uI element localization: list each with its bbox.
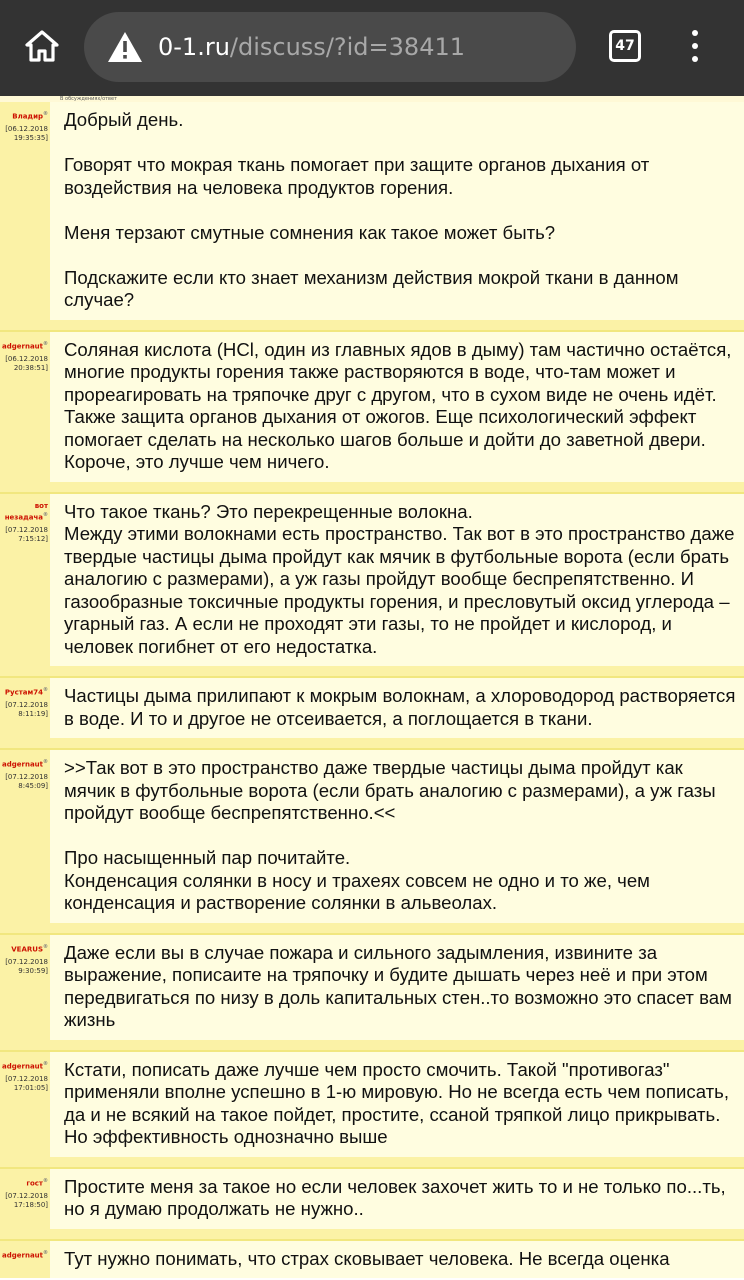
home-icon[interactable] bbox=[22, 26, 62, 66]
post-body bbox=[50, 678, 744, 738]
registered-mark: ® bbox=[43, 1249, 48, 1256]
post-author-link[interactable] bbox=[0, 758, 48, 769]
post-paragraph: Соляная кислота (HCl, один из главных ядов в дыму) там частично остаётся, многие продукты горения также растворяются в воде, что-там может и прореагировать на тряпочке друг с другом, что в сухом виде не очень идёт. bbox=[64, 338, 732, 405]
registered-mark: ® bbox=[43, 111, 48, 117]
post-paragraph: Также защита органов дыхания от ожогов. Еще психологический эффект помогает сделать на несколько шагов больше и дойти до заветной двери. Короче, это лучше чем ничего. bbox=[64, 406, 706, 472]
discussion-thread bbox=[0, 96, 744, 1278]
post-date-time: 9:30:59] bbox=[18, 966, 48, 975]
forum-post bbox=[0, 102, 744, 320]
author-name: Владир bbox=[12, 112, 43, 121]
url-path: /discuss/?id=38411 bbox=[229, 33, 465, 61]
post-divider bbox=[0, 1040, 744, 1052]
post-date bbox=[0, 773, 48, 791]
post-paragraph: Меня терзают смутные сомнения как такое может быть? bbox=[64, 221, 556, 243]
post-date bbox=[0, 701, 48, 719]
post-author-link[interactable] bbox=[0, 686, 48, 697]
url-text[interactable] bbox=[158, 33, 465, 61]
post-date bbox=[0, 1075, 48, 1093]
post-meta bbox=[0, 935, 50, 1040]
registered-mark: ® bbox=[43, 1177, 48, 1184]
forum-post bbox=[0, 750, 744, 923]
post-divider bbox=[0, 666, 744, 678]
post-body bbox=[50, 332, 744, 482]
post-date-time: 8:45:09] bbox=[18, 782, 48, 791]
post-paragraph: Простите меня за такое но если человек захочет жить то и не только по...ть, но я думаю продолжать не нужно.. bbox=[64, 1175, 726, 1219]
post-date-day: [07.12.2018 bbox=[5, 1074, 48, 1083]
post-meta bbox=[0, 494, 50, 667]
post-paragraph: Конденсация солянки в носу и трахеях совсем не одно и то же, чем конденсация и растворение солянки в альвеолах. bbox=[64, 869, 650, 913]
post-date-day: [06.12.2018 bbox=[5, 125, 48, 134]
author-name: adgernaut bbox=[2, 1061, 43, 1070]
post-date-time: 8:11:19] bbox=[18, 710, 48, 719]
author-name: adgernaut bbox=[2, 341, 43, 350]
forum-post bbox=[0, 935, 744, 1040]
post-list bbox=[0, 102, 744, 1278]
post-date-day: [07.12.2018 bbox=[5, 957, 48, 966]
post-date-time: 20:38:51] bbox=[13, 363, 48, 372]
post-date-day: [07.12.2018 bbox=[5, 701, 48, 710]
post-date bbox=[0, 1192, 48, 1210]
post-date-time: 17:01:05] bbox=[13, 1083, 48, 1092]
post-divider bbox=[0, 1157, 744, 1169]
registered-mark: ® bbox=[43, 687, 48, 693]
post-author-link[interactable] bbox=[0, 110, 48, 121]
warning-icon[interactable] bbox=[106, 29, 144, 65]
post-date-time: 17:18:50] bbox=[13, 1200, 48, 1209]
overflow-menu-icon[interactable] bbox=[682, 26, 708, 66]
post-paragraph: Даже если вы в случае пожара и сильного задымления, извините за выражение, пописаите на тряпочку и будите дышать через неё и при этом передвигаться по низу в доль капитальных стен..то возможно это спасет вам жизнь bbox=[64, 941, 732, 1030]
forum-post bbox=[0, 332, 744, 482]
post-body bbox=[50, 494, 744, 667]
post-divider bbox=[0, 1229, 744, 1241]
post-divider bbox=[0, 738, 744, 750]
post-date-day: [07.12.2018 bbox=[5, 525, 48, 534]
post-author-link[interactable] bbox=[0, 1177, 48, 1188]
post-date-day: [06.12.2018 bbox=[5, 354, 48, 363]
post-author-link[interactable] bbox=[0, 340, 48, 351]
author-name: VEARUS bbox=[11, 944, 43, 953]
post-meta bbox=[0, 1241, 50, 1279]
registered-mark: ® bbox=[43, 943, 48, 950]
post-divider bbox=[0, 923, 744, 935]
forum-post bbox=[0, 1052, 744, 1157]
post-body bbox=[50, 935, 744, 1040]
author-name: гост bbox=[26, 1178, 43, 1187]
address-bar[interactable] bbox=[84, 12, 576, 82]
post-paragraph: Между этими волокнами есть пространство. Так вот в это пространство даже твердые частицы дыма пройдут как мячик в футбольные ворота (если брать аналогию с размерами), а уж газы пройдут вообще беспрепятственно. И газообразные токсичные продукты горения, и пресловутый оксид углерода – угарный газ. А если не проходят эти газы, то не пройдет и кислород, и человек погибнет от его недостатка. bbox=[64, 523, 735, 657]
post-meta bbox=[0, 1169, 50, 1229]
forum-post bbox=[0, 494, 744, 667]
post-paragraph: >>Так вот в это пространство даже твердые частицы дыма пройдут как мячик в футбольные ворота (если брать аналогию с размерами), а уж газы пройдут вообще беспрепятственно.<< bbox=[64, 757, 716, 823]
post-body bbox=[50, 1052, 744, 1157]
thread-header: В обсуждениях/ответ bbox=[0, 96, 744, 102]
post-body bbox=[50, 1169, 744, 1229]
post-paragraph: Добрый день. bbox=[64, 109, 184, 130]
post-meta bbox=[0, 1052, 50, 1157]
author-name: adgernaut bbox=[2, 1250, 43, 1259]
post-meta bbox=[0, 750, 50, 923]
post-meta bbox=[0, 102, 50, 320]
post-date-day: [07.12.2018 bbox=[5, 773, 48, 782]
post-date bbox=[0, 355, 48, 373]
registered-mark: ® bbox=[43, 759, 48, 765]
post-body bbox=[50, 750, 744, 923]
post-author-link[interactable] bbox=[0, 1060, 48, 1071]
post-date bbox=[0, 958, 48, 976]
post-author-link[interactable] bbox=[0, 502, 48, 522]
post-date bbox=[0, 125, 48, 143]
post-divider bbox=[0, 482, 744, 494]
post-body bbox=[50, 102, 744, 320]
forum-post bbox=[0, 1241, 744, 1279]
author-name: adgernaut bbox=[2, 760, 43, 769]
registered-mark: ® bbox=[43, 511, 48, 518]
post-paragraph: Подскажите если кто знает механизм действия мокрой ткани в данном случае? bbox=[64, 266, 679, 310]
author-name: Рустам74 bbox=[4, 688, 43, 697]
tab-switcher-button[interactable]: 47 bbox=[609, 30, 641, 62]
post-divider bbox=[0, 320, 744, 332]
post-date bbox=[0, 526, 48, 544]
post-date-day: [07.12.2018 bbox=[5, 1191, 48, 1200]
post-date-time: 7:15:12] bbox=[18, 534, 48, 543]
post-paragraph: Кстати, пописать даже лучше чем просто смочить. Такой "противогаз" применяли вполне успешно в 1-ю мировую. Но не всегда есть чем пописать, да и не всякий на такое пойдет, простите, ссаной тряпкой лицо прикрывать. Но эффективность однозначно выше bbox=[64, 1058, 729, 1147]
registered-mark: ® bbox=[43, 1060, 48, 1067]
post-date-time: 19:35:35] bbox=[13, 134, 48, 143]
post-paragraph: Про насыщенный пар почитайте. bbox=[64, 847, 351, 868]
forum-post bbox=[0, 1169, 744, 1229]
browser-toolbar bbox=[0, 0, 744, 96]
url-host: 0-1.ru bbox=[158, 33, 230, 61]
post-body bbox=[50, 1241, 744, 1279]
author-name: вот незадача bbox=[4, 501, 48, 521]
post-author-link[interactable] bbox=[0, 1249, 48, 1260]
post-paragraph: Что такое ткань? Это перекрещенные волокна. bbox=[64, 500, 473, 522]
forum-post bbox=[0, 678, 744, 738]
post-paragraph: Говорят что мокрая ткань помогает при защите органов дыхания от воздействия на человека продуктов горения. bbox=[64, 154, 650, 198]
post-author-link[interactable] bbox=[0, 943, 48, 954]
post-meta bbox=[0, 678, 50, 738]
post-meta bbox=[0, 332, 50, 482]
post-paragraph: Частицы дыма прилипают к мокрым волокнам, а хлороводород растворяется в воде. И то и другое не отсеивается, а поглощается в ткани. bbox=[64, 685, 736, 729]
post-paragraph: Тут нужно понимать, что страх сковывает человека. Не всегда оценка bbox=[64, 1247, 670, 1269]
registered-mark: ® bbox=[43, 340, 48, 347]
